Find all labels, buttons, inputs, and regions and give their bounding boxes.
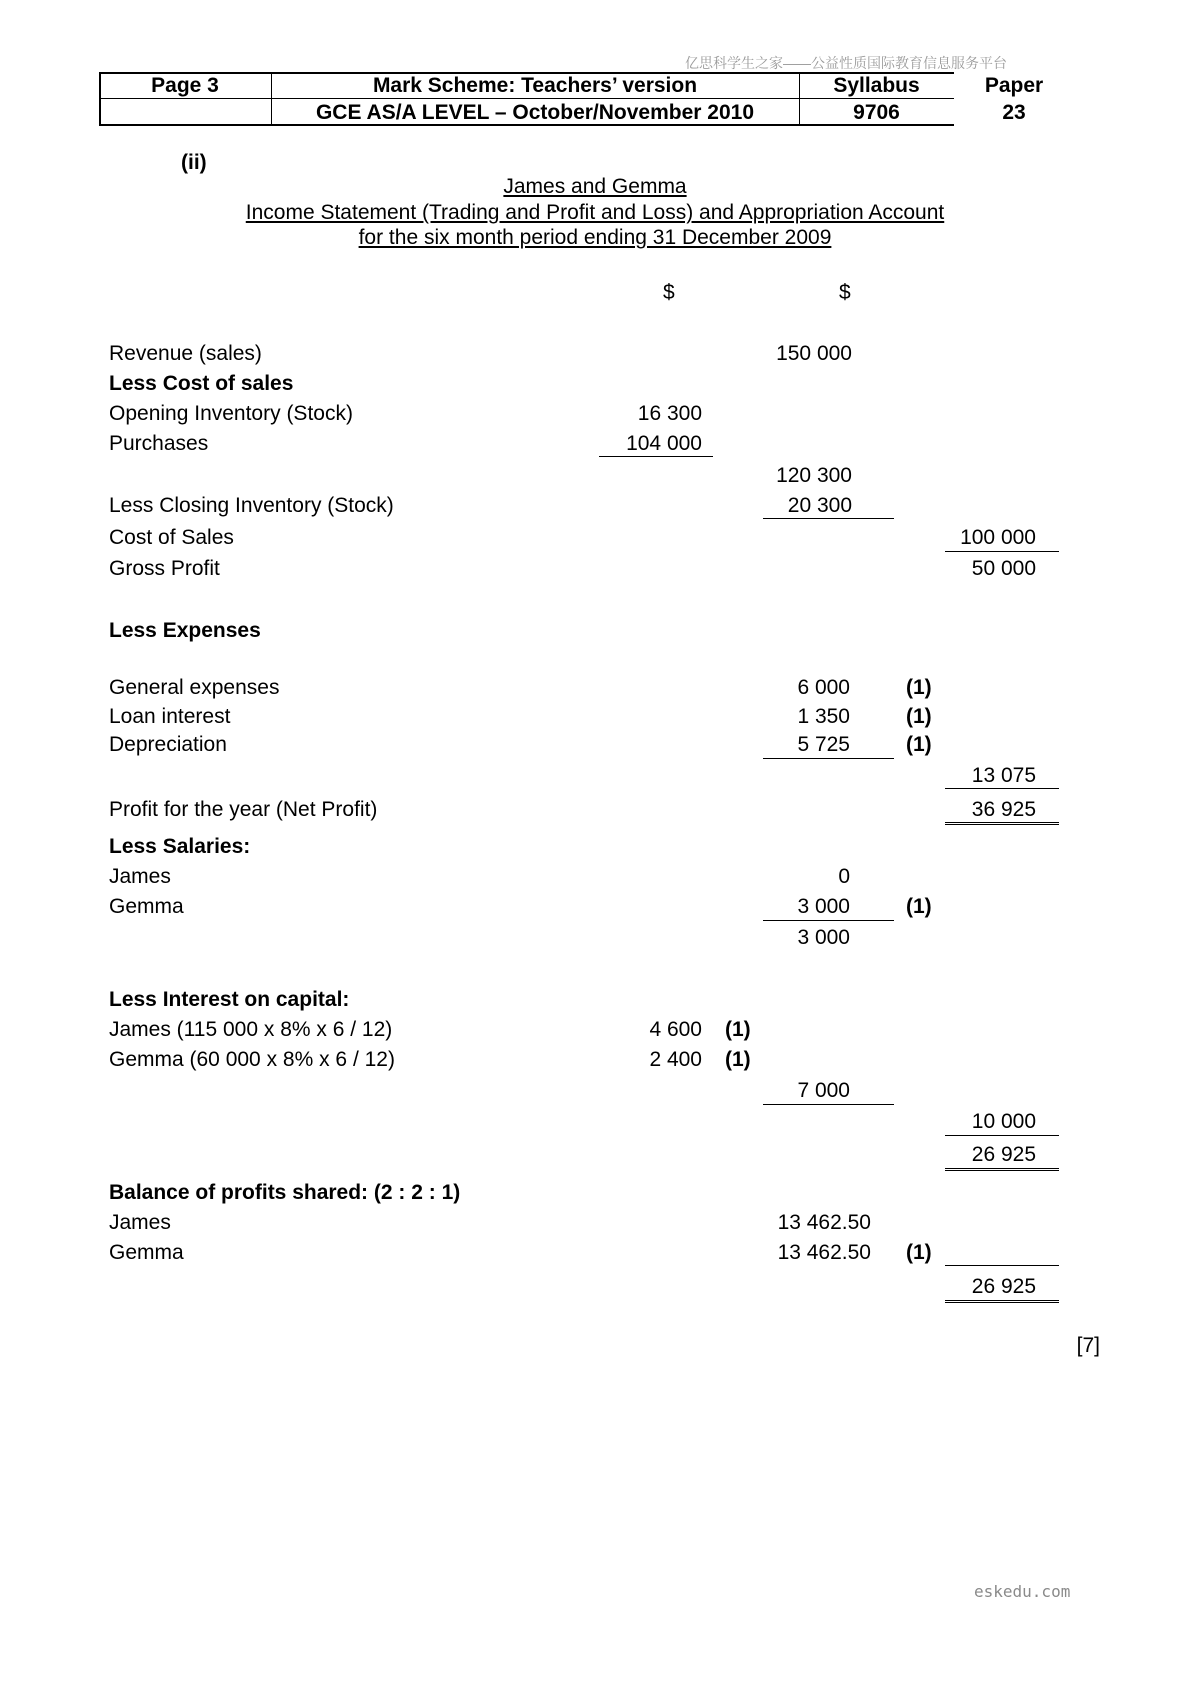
net-profit-value: 36 925 — [971, 798, 1036, 821]
interest-total-underline — [763, 1104, 894, 1105]
final-total-double-underline — [945, 1300, 1059, 1303]
appropriation-total-underline — [945, 1135, 1059, 1136]
james-share-value: 13 462.50 — [777, 1211, 871, 1234]
less-expenses-heading: Less Expenses — [109, 619, 261, 642]
currency-col1: $ — [663, 281, 675, 304]
gemma-salary-mark: (1) — [906, 895, 932, 918]
header-exam: GCE AS/A LEVEL – October/November 2010 — [315, 100, 755, 124]
gemma-salary-value: 3 000 — [797, 895, 850, 918]
purchases-underline — [599, 456, 713, 457]
opening-inventory-label: Opening Inventory (Stock) — [109, 402, 353, 425]
opening-inventory-value: 16 300 — [637, 402, 702, 425]
salary-underline — [763, 920, 894, 921]
final-total-value: 26 925 — [971, 1275, 1036, 1298]
total-marks: [7] — [1076, 1334, 1100, 1357]
gemma-share-mark: (1) — [906, 1241, 932, 1264]
james-interest-label: James (115 000 x 8% x 6 / 12) — [109, 1018, 393, 1041]
cost-of-sales-underline — [945, 551, 1059, 552]
depreciation-mark: (1) — [906, 733, 932, 756]
watermark-text: 亿思科学生之家——公益性质国际教育信息服务平台 — [685, 55, 1007, 71]
balance-value: 26 925 — [971, 1143, 1036, 1166]
gemma-share-label: Gemma — [109, 1241, 184, 1264]
profits-shared-heading: Balance of profits shared: (2 : 2 : 1) — [109, 1181, 461, 1204]
depreciation-value: 5 725 — [797, 733, 850, 756]
header-paper-label: Paper — [984, 73, 1044, 97]
purchases-label: Purchases — [109, 432, 209, 455]
loan-interest-mark: (1) — [906, 705, 932, 728]
james-interest-value: 4 600 — [649, 1018, 702, 1041]
closing-inventory-underline — [763, 518, 894, 519]
footer-watermark: eskedu.com — [974, 1582, 1071, 1601]
less-interest-heading: Less Interest on capital: — [109, 988, 350, 1011]
header-syllabus-label: Syllabus — [833, 73, 920, 97]
interest-total-value: 7 000 — [797, 1079, 850, 1102]
revenue-label: Revenue (sales) — [109, 342, 262, 365]
gemma-interest-value: 2 400 — [649, 1048, 702, 1071]
cost-of-sales-value: 100 000 — [960, 526, 1036, 549]
james-share-label: James — [109, 1211, 171, 1234]
salary-total-value: 3 000 — [797, 926, 850, 949]
subtotal-value: 120 300 — [776, 464, 852, 487]
header-syllabus-value: 9706 — [853, 100, 900, 124]
gemma-interest-mark: (1) — [725, 1048, 751, 1071]
less-salaries-heading: Less Salaries: — [109, 835, 251, 858]
header-paper-value: 23 — [1002, 100, 1026, 124]
section-number: (ii) — [181, 151, 207, 174]
loan-interest-label: Loan interest — [109, 705, 231, 728]
statement-title-line2: Income Statement (Trading and Profit and Loss) and Appropriation Account — [245, 201, 945, 224]
gemma-share-value: 13 462.50 — [777, 1241, 871, 1264]
depreciation-label: Depreciation — [109, 733, 227, 756]
header-scheme: Mark Scheme: Teachers’ version — [372, 73, 698, 97]
header-page: Page 3 — [151, 73, 219, 97]
general-expenses-mark: (1) — [906, 676, 932, 699]
general-expenses-label: General expenses — [109, 676, 280, 699]
expenses-total-underline — [945, 788, 1059, 789]
james-salary-label: James — [109, 865, 171, 888]
less-cost-of-sales-heading: Less Cost of sales — [109, 372, 294, 395]
closing-inventory-label: Less Closing Inventory (Stock) — [109, 494, 394, 517]
statement-title-line1: James and Gemma — [503, 175, 687, 198]
appropriation-total-value: 10 000 — [971, 1110, 1036, 1133]
purchases-value: 104 000 — [626, 432, 702, 455]
closing-inventory-value: 20 300 — [787, 494, 852, 517]
james-interest-mark: (1) — [725, 1018, 751, 1041]
statement-title-line3: for the six month period ending 31 December 2009 — [358, 226, 832, 249]
currency-col2: $ — [839, 281, 851, 304]
loan-interest-value: 1 350 — [797, 705, 850, 728]
gemma-salary-label: Gemma — [109, 895, 184, 918]
share-underline — [945, 1265, 1059, 1266]
cost-of-sales-label: Cost of Sales — [109, 526, 234, 549]
gross-profit-value: 50 000 — [971, 557, 1036, 580]
gemma-interest-label: Gemma (60 000 x 8% x 6 / 12) — [109, 1048, 395, 1071]
james-salary-value: 0 — [838, 865, 850, 888]
revenue-value: 150 000 — [776, 342, 852, 365]
net-profit-double-underline — [945, 822, 1059, 825]
general-expenses-value: 6 000 — [797, 676, 850, 699]
net-profit-label: Profit for the year (Net Profit) — [109, 798, 378, 821]
balance-double-underline — [945, 1168, 1059, 1171]
expenses-total-value: 13 075 — [971, 764, 1036, 787]
gross-profit-label: Gross Profit — [109, 557, 220, 580]
depreciation-underline — [763, 758, 894, 759]
